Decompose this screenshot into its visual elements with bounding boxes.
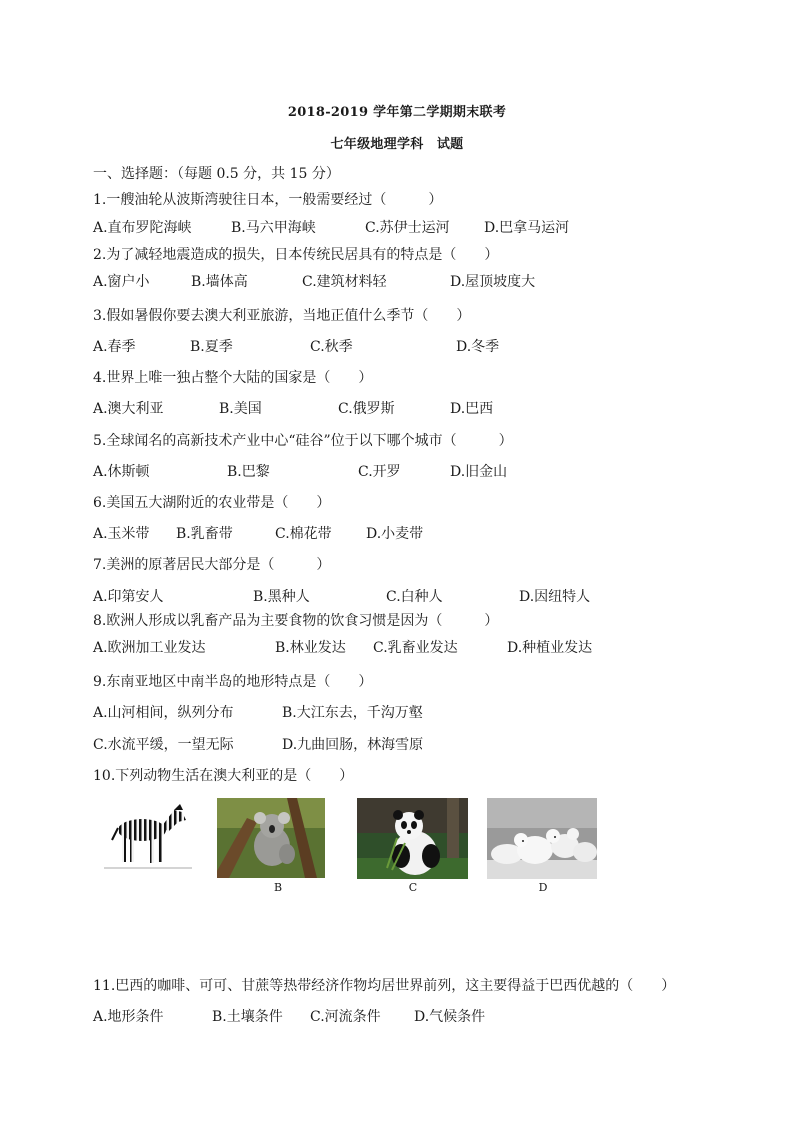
image-label-c: C: [408, 881, 418, 894]
question-11-option-a: A.地形条件: [93, 1009, 164, 1025]
question-7-option-d: D.因纽特人: [519, 589, 591, 605]
question-2-option-c: C.建筑材料轻: [302, 274, 387, 290]
question-9-stem: 9.东南亚地区中南半岛的地形特点是（ ）: [93, 674, 373, 690]
question-3-option-c: C.秋季: [310, 339, 353, 355]
question-4-option-b: B.美国: [219, 401, 262, 417]
question-8-stem: 8.欧洲人形成以乳畜产品为主要食物的饮食习惯是因为（ ）: [93, 613, 499, 629]
question-1-option-b: B.马六甲海峡: [231, 220, 316, 236]
question-5-option-a: A.休斯顿: [93, 464, 150, 480]
question-9-option-d: D.九曲回肠，林海雪原: [282, 737, 424, 753]
question-7-option-b: B.黑种人: [253, 589, 310, 605]
question-4-stem: 4.世界上唯一独占整个大陆的国家是（ ）: [93, 370, 373, 386]
question-11-stem: 11.巴西的咖啡、可可、甘蔗等热带经济作物均居世界前列，这主要得益于巴西优越的（ ）: [93, 978, 676, 994]
question-3-stem: 3.假如暑假你要去澳大利亚旅游，当地正值什么季节（ ）: [93, 308, 471, 324]
question-4-option-a: A.澳大利亚: [93, 401, 164, 417]
question-6-option-b: B.乳畜带: [176, 526, 233, 542]
question-2-option-b: B.墙体高: [191, 274, 248, 290]
question-8-option-a: A.欧洲加工业发达: [93, 640, 206, 656]
zebra-image: [104, 800, 192, 870]
question-7-option-c: C.白种人: [386, 589, 443, 605]
question-9-option-b: B.大江东去，千沟万壑: [282, 705, 423, 721]
question-10-stem: 10.下列动物生活在澳大利亚的是（ ）: [93, 768, 354, 784]
question-8-option-b: B.林业发达: [275, 640, 346, 656]
question-7-option-a: A.印第安人: [93, 589, 164, 605]
question-5-option-d: D.旧金山: [450, 464, 508, 480]
question-11-option-b: B.土壤条件: [212, 1009, 283, 1025]
exam-subtitle: 七年级地理学科 试题: [330, 137, 464, 152]
question-7-stem: 7.美洲的原著居民大部分是（ ）: [93, 557, 331, 573]
question-6-option-a: A.玉米带: [93, 526, 150, 542]
question-3-option-d: D.冬季: [456, 339, 500, 355]
question-2-option-a: A.窗户小: [93, 274, 150, 290]
question-6-option-d: D.小麦带: [366, 526, 424, 542]
polar-bears-image: [487, 798, 597, 879]
question-6-option-c: C.棉花带: [275, 526, 332, 542]
question-4-option-d: D.巴西: [450, 401, 494, 417]
question-8-option-d: D.种植业发达: [507, 640, 593, 656]
question-6-stem: 6.美国五大湖附近的农业带是（ ）: [93, 495, 331, 511]
question-4-option-c: C.俄罗斯: [338, 401, 395, 417]
image-label-b: B: [273, 881, 283, 894]
question-2-stem: 2.为了减轻地震造成的损失，日本传统民居具有的特点是（ ）: [93, 247, 499, 263]
question-2-option-d: D.屋顶坡度大: [450, 274, 536, 290]
question-3-option-b: B.夏季: [190, 339, 233, 355]
section-heading: 一、选择题：（每题 0.5 分，共 15 分）: [93, 166, 340, 182]
question-1-option-d: D.巴拿马运河: [484, 220, 570, 236]
question-3-option-a: A.春季: [93, 339, 136, 355]
question-9-option-c: C.水流平缓，一望无际: [93, 737, 234, 753]
exam-title: 2018-2019 学年第二学期期末联考: [287, 105, 507, 120]
question-9-option-a: A.山河相间，纵列分布: [93, 705, 234, 721]
question-1-stem: 1.一艘油轮从波斯湾驶往日本，一般需要经过（ ）: [93, 192, 443, 208]
koala-image: [217, 798, 325, 878]
question-1-option-a: A.直布罗陀海峡: [93, 220, 192, 236]
question-5-option-c: C.开罗: [358, 464, 401, 480]
question-8-option-c: C.乳畜业发达: [373, 640, 458, 656]
question-11-option-c: C.河流条件: [310, 1009, 381, 1025]
question-1-option-c: C.苏伊士运河: [365, 220, 450, 236]
question-5-stem: 5.全球闻名的高新技术产业中心“硅谷”位于以下哪个城市（ ）: [93, 433, 513, 449]
panda-image: [357, 798, 468, 879]
image-label-d: D: [538, 881, 548, 894]
question-11-option-d: D.气候条件: [414, 1009, 486, 1025]
question-5-option-b: B.巴黎: [227, 464, 270, 480]
